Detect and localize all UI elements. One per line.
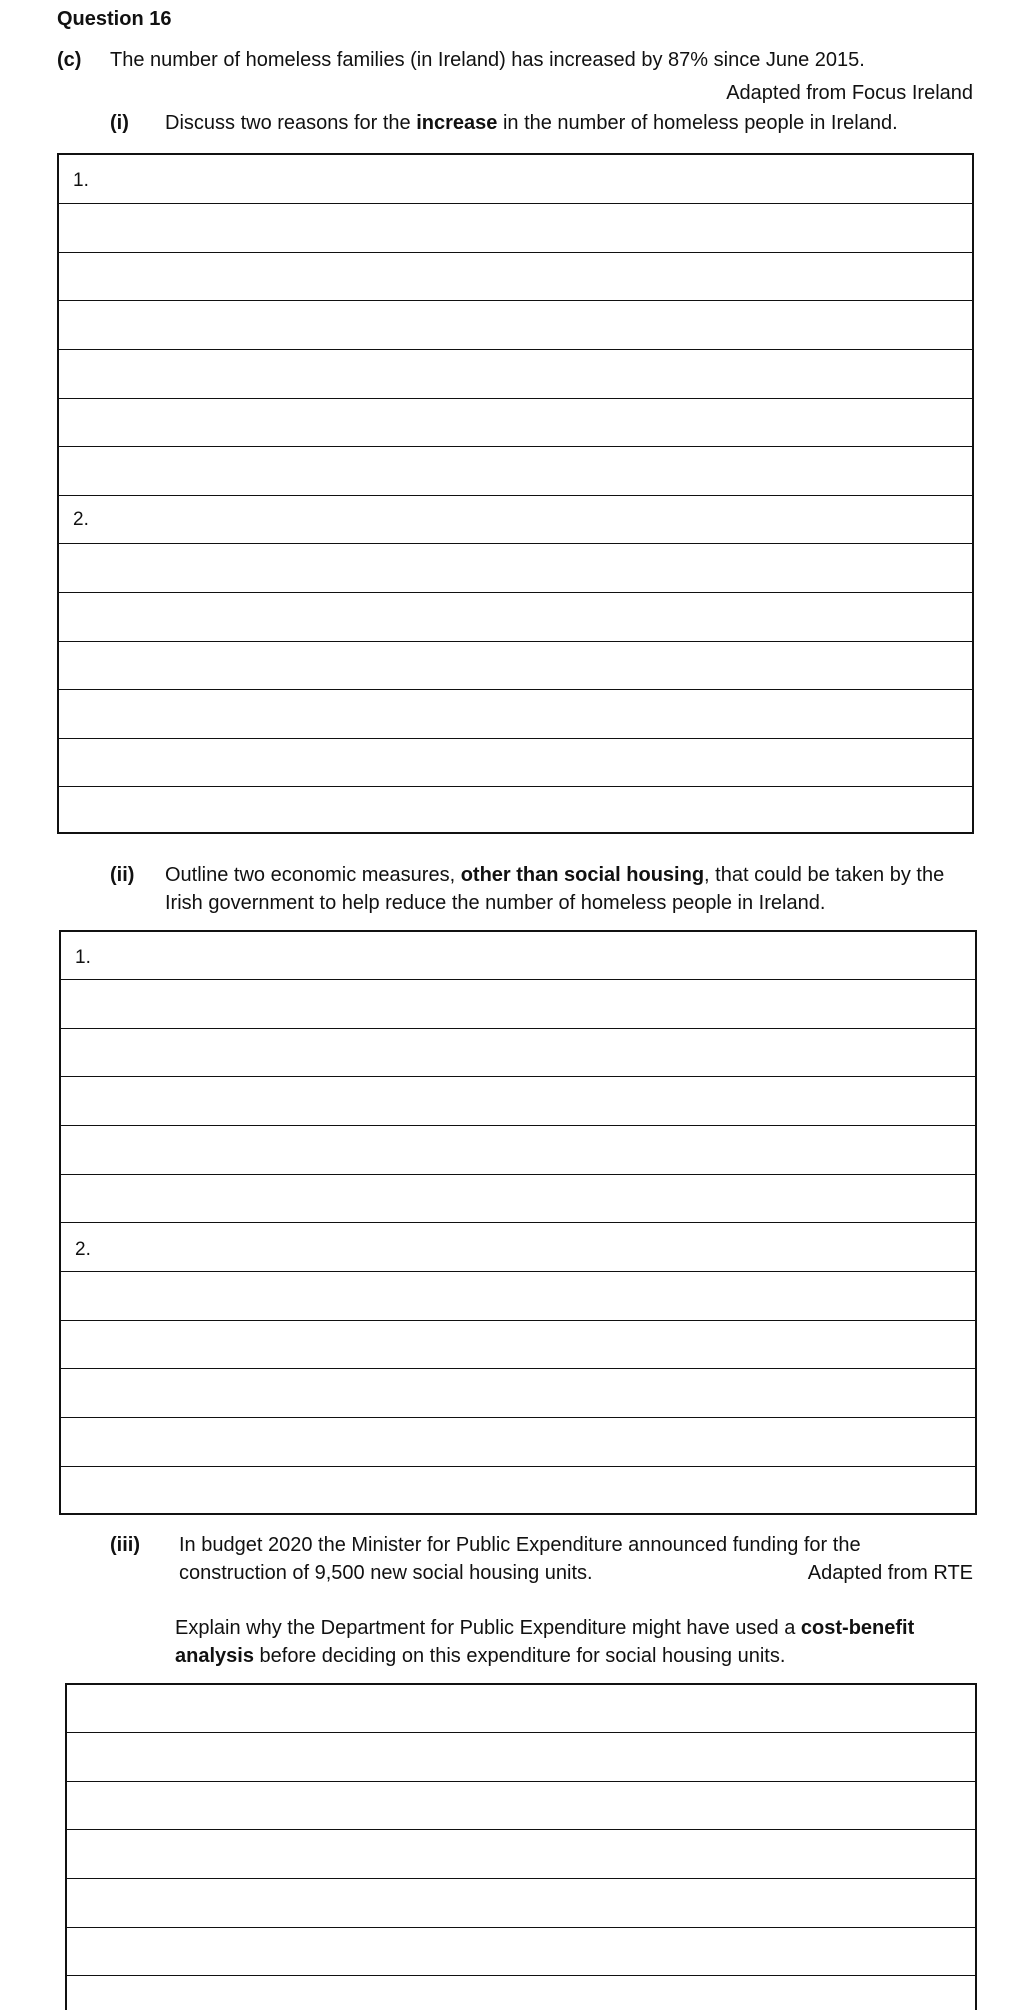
answer-number-1: 1.: [73, 170, 89, 191]
part-iii-prompt-line1: Explain why the Department for Public Expenditure might have used a cost-benefit: [175, 1617, 915, 1639]
answer-line: [59, 738, 972, 739]
answer-line: [59, 252, 972, 253]
answer-box-part-i[interactable]: [57, 153, 974, 834]
answer-line: [59, 495, 972, 496]
answer-line: [61, 1271, 975, 1272]
part-i-question: Discuss two reasons for the increase in the number of homeless people in Ireland.: [165, 112, 898, 134]
answer-line: [59, 203, 972, 204]
part-iii-source: Adapted from RTE: [807, 1562, 973, 1584]
answer-line: [67, 1732, 975, 1733]
answer-box-part-ii[interactable]: [59, 930, 977, 1515]
answer-line: [59, 300, 972, 301]
answer-line: [61, 1174, 975, 1175]
answer-line: [61, 1028, 975, 1029]
answer-line: [59, 592, 972, 593]
answer-line: [67, 1975, 975, 1976]
answer-line: [61, 1320, 975, 1321]
part-iii-statement-line1: In budget 2020 the Minister for Public Expenditure announced funding for the: [179, 1534, 861, 1556]
answer-line: [61, 1125, 975, 1126]
answer-number-2: 2.: [73, 509, 89, 530]
part-i-label: (i): [110, 112, 129, 134]
answer-number-2: 2.: [75, 1239, 91, 1260]
answer-line: [61, 1222, 975, 1223]
part-c-statement: The number of homeless families (in Ireland) has increased by 87% since June 2015.: [110, 49, 865, 71]
answer-line: [59, 398, 972, 399]
answer-line: [59, 641, 972, 642]
part-c-label: (c): [57, 49, 82, 71]
answer-line: [67, 1878, 975, 1879]
answer-line: [61, 1466, 975, 1467]
answer-line: [59, 446, 972, 447]
answer-number-1: 1.: [75, 947, 91, 968]
answer-line: [59, 689, 972, 690]
answer-line: [67, 1781, 975, 1782]
part-iii-label: (iii): [110, 1534, 140, 1556]
answer-box-part-iii[interactable]: [65, 1683, 977, 2010]
part-ii-question-line2: Irish government to help reduce the number of homeless people in Ireland.: [165, 892, 826, 914]
part-iii-prompt-line2: analysis before deciding on this expenditure for social housing units.: [175, 1645, 786, 1667]
answer-line: [61, 1076, 975, 1077]
part-ii-question-line1: Outline two economic measures, other than social housing, that could be taken by the: [165, 864, 945, 886]
answer-line: [61, 979, 975, 980]
answer-line: [59, 786, 972, 787]
part-c-source: Adapted from Focus Ireland: [726, 82, 973, 104]
answer-line: [67, 1927, 975, 1928]
answer-line: [59, 543, 972, 544]
answer-line: [61, 1417, 975, 1418]
answer-line: [67, 1829, 975, 1830]
part-ii-label: (ii): [110, 864, 135, 886]
answer-line: [61, 1368, 975, 1369]
part-iii-statement-line2: construction of 9,500 new social housing units.: [179, 1562, 593, 1584]
question-title: Question 16: [57, 8, 172, 30]
answer-line: [59, 349, 972, 350]
